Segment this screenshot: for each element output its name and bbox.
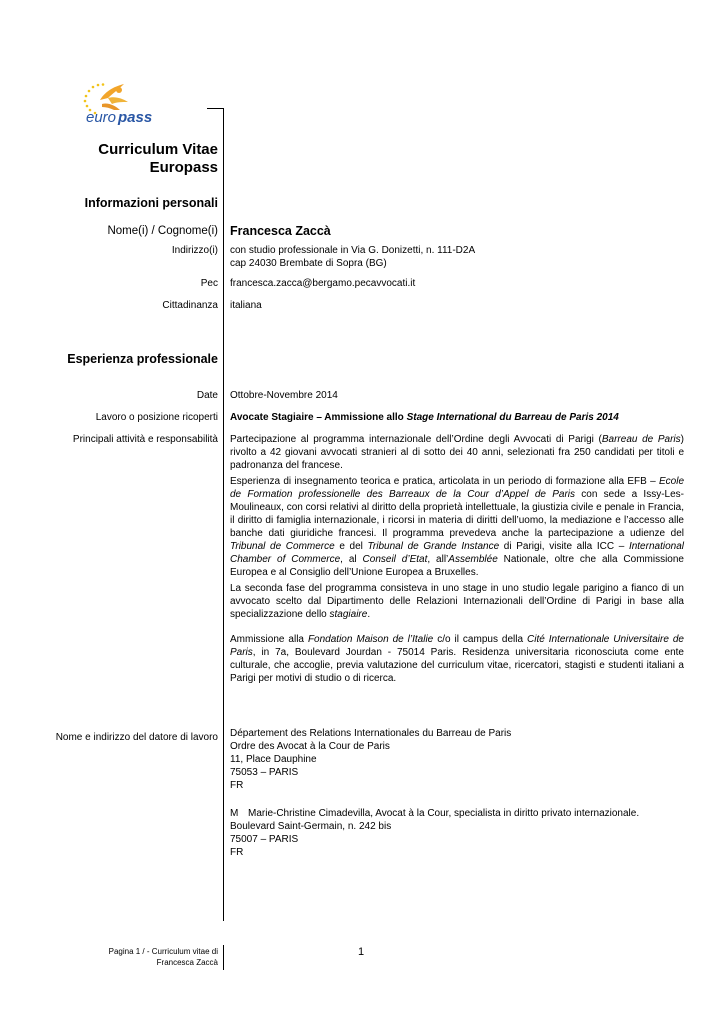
date-value: Ottobre-Novembre 2014 bbox=[230, 390, 338, 401]
cv-title-line1: Curriculum Vitae bbox=[98, 141, 218, 158]
employer-label: Nome e indirizzo del datore di lavoro bbox=[55, 732, 218, 743]
activities-paragraph bbox=[230, 475, 684, 579]
emphasis-run: Cité Internationale Universitaire de Paris bbox=[230, 634, 684, 658]
logo-text-euro: euro bbox=[86, 109, 117, 126]
pec-label: Pec bbox=[200, 278, 218, 289]
emphasis-run: Tribunal de Commerce bbox=[230, 541, 335, 552]
emphasis-run: Barreau de Paris bbox=[601, 434, 681, 445]
emphasis-run: Assemblée bbox=[448, 554, 498, 565]
employer-line: Ordre des Avocat à la Cour de Paris bbox=[230, 741, 390, 752]
name-label: Nome(i) / Cognome(i) bbox=[107, 225, 218, 237]
name-value: Francesca Zaccà bbox=[230, 224, 331, 238]
activities-value bbox=[230, 433, 684, 685]
text-run: ) rivolto a 42 giovani avvocati stranieri al di sotto dei 40 anni, selezionati fra 250 candidati per titoli e padronanza del francese. bbox=[230, 434, 684, 471]
text-run: La seconda fase del programma consisteva in uno stage in uno studio legale parigino a fianco di un avvocato scelto dal Dipartimento delle Relazioni Internazionali dell’Ordine di Parigi in base alla specializzazione dello bbox=[230, 583, 684, 620]
column-divider bbox=[223, 108, 224, 921]
contact-prefix: M bbox=[230, 808, 239, 819]
employer-line: Département des Relations Internationales du Barreau de Paris bbox=[230, 728, 512, 739]
text-run: Nationale, oltre che alla Commissione Europea e al Consiglio dell’Unione Europea a Bruxelles. bbox=[230, 554, 684, 578]
europass-logo-graphic bbox=[78, 80, 164, 126]
europass-logo bbox=[78, 80, 164, 126]
footer-divider bbox=[223, 945, 224, 970]
text-run: e del bbox=[334, 541, 368, 552]
role-value bbox=[230, 411, 684, 424]
section-title-personal: Informazioni personali bbox=[84, 196, 218, 210]
text-run: c/o il campus della bbox=[433, 634, 527, 645]
activities-paragraph bbox=[230, 633, 684, 685]
emphasis-run: Fondation Maison de l’Italie bbox=[307, 634, 434, 645]
text-run: di Parigi, visite alla ICC – bbox=[499, 541, 629, 552]
contact-line: Boulevard Saint-Germain, n. 242 bis bbox=[230, 821, 392, 832]
address-label: Indirizzo(i) bbox=[171, 245, 218, 256]
role-prefix: Avocate Stagiaire – Ammissione allo bbox=[230, 412, 407, 423]
text-run: , all’ bbox=[427, 554, 449, 565]
footer-line1: Pagina 1 / - Curriculum vitae di bbox=[108, 947, 218, 956]
citizenship-label: Cittadinanza bbox=[162, 300, 218, 311]
activities-paragraph bbox=[230, 433, 684, 472]
emphasis-run: International Chamber of Commerce bbox=[230, 541, 684, 565]
page-number: 1 bbox=[358, 946, 365, 958]
employer-line: FR bbox=[230, 780, 244, 791]
employer-value bbox=[230, 727, 684, 859]
text-run: Ammissione alla bbox=[230, 634, 308, 645]
section-title-experience: Esperienza professionale bbox=[67, 352, 218, 366]
activities-paragraph bbox=[230, 582, 684, 621]
emphasis-run: Tribunal de Grande Instance bbox=[367, 541, 500, 552]
text-run: . bbox=[367, 609, 371, 620]
contact-person bbox=[230, 807, 684, 820]
address-line1: con studio professionale in Via G. Donizetti, n. 111-D2A bbox=[230, 245, 476, 256]
date-label: Date bbox=[196, 390, 218, 401]
emphasis-run: Conseil d’Etat bbox=[362, 554, 428, 565]
role-emphasis: Stage International du Barreau de Paris 2014 bbox=[406, 412, 619, 423]
top-rule bbox=[207, 108, 224, 109]
contact-line: 75007 – PARIS bbox=[230, 834, 299, 845]
pec-value: francesca.zacca@bergamo.pecavvocati.it bbox=[230, 278, 416, 289]
cv-title bbox=[98, 141, 218, 177]
cv-title-line2: Europass bbox=[149, 159, 218, 176]
contact-line: FR bbox=[230, 847, 244, 858]
text-run: , al bbox=[340, 554, 363, 565]
footer-caption bbox=[109, 946, 218, 968]
emphasis-run: stagiaire bbox=[329, 609, 368, 620]
emphasis-run: Ecole de Formation professionelle des Barreaux de la Cour d’Appel de Paris bbox=[230, 476, 684, 500]
logo-text-pass: pass bbox=[118, 109, 153, 126]
role-label: Lavoro o posizione ricoperti bbox=[95, 412, 218, 423]
person-figure bbox=[100, 84, 128, 110]
text-run: con sede a Issy-Les-Moulineaux, con corsi relativi al diritto della proprietà intellettuale, la giustizia civile e penale in Francia, il diritto di famiglia internazionale, i ricorsi in materia di diritti dell’uomo, la mediazione e l’accesso alle banche dati giuridiche francesi. Il programma prevedeva anche la partecipazione a udienze del bbox=[230, 489, 684, 539]
contact-name: Marie-Christine Cimadevilla, Avocat à la Cour, specialista in diritto privato internazionale. bbox=[248, 808, 640, 819]
text-run: Partecipazione al programma internazionale dell’Ordine degli Avvocati di Parigi ( bbox=[230, 434, 602, 445]
text-run: Esperienza di insegnamento teorica e pratica, articolata in un periodo di formazione alla EFB – bbox=[230, 476, 659, 487]
activities-label: Principali attività e responsabilità bbox=[72, 434, 218, 445]
footer-line2: Francesca Zaccà bbox=[156, 958, 218, 967]
employer-line: 75053 – PARIS bbox=[230, 767, 299, 778]
address-value bbox=[230, 244, 684, 270]
citizenship-value: italiana bbox=[230, 300, 262, 311]
address-line2: cap 24030 Brembate di Sopra (BG) bbox=[230, 258, 387, 269]
employer-line: 11, Place Dauphine bbox=[230, 754, 317, 765]
text-run: , in 7a, Boulevard Jourdan - 75014 Paris. Residenza universitaria riconosciuta come ente culturale, che accoglie, previa valutazione del curriculum vitae, ricercatori, stagisti e studenti italiani a Parigi per motivi di studio o di ricerca. bbox=[230, 647, 684, 684]
